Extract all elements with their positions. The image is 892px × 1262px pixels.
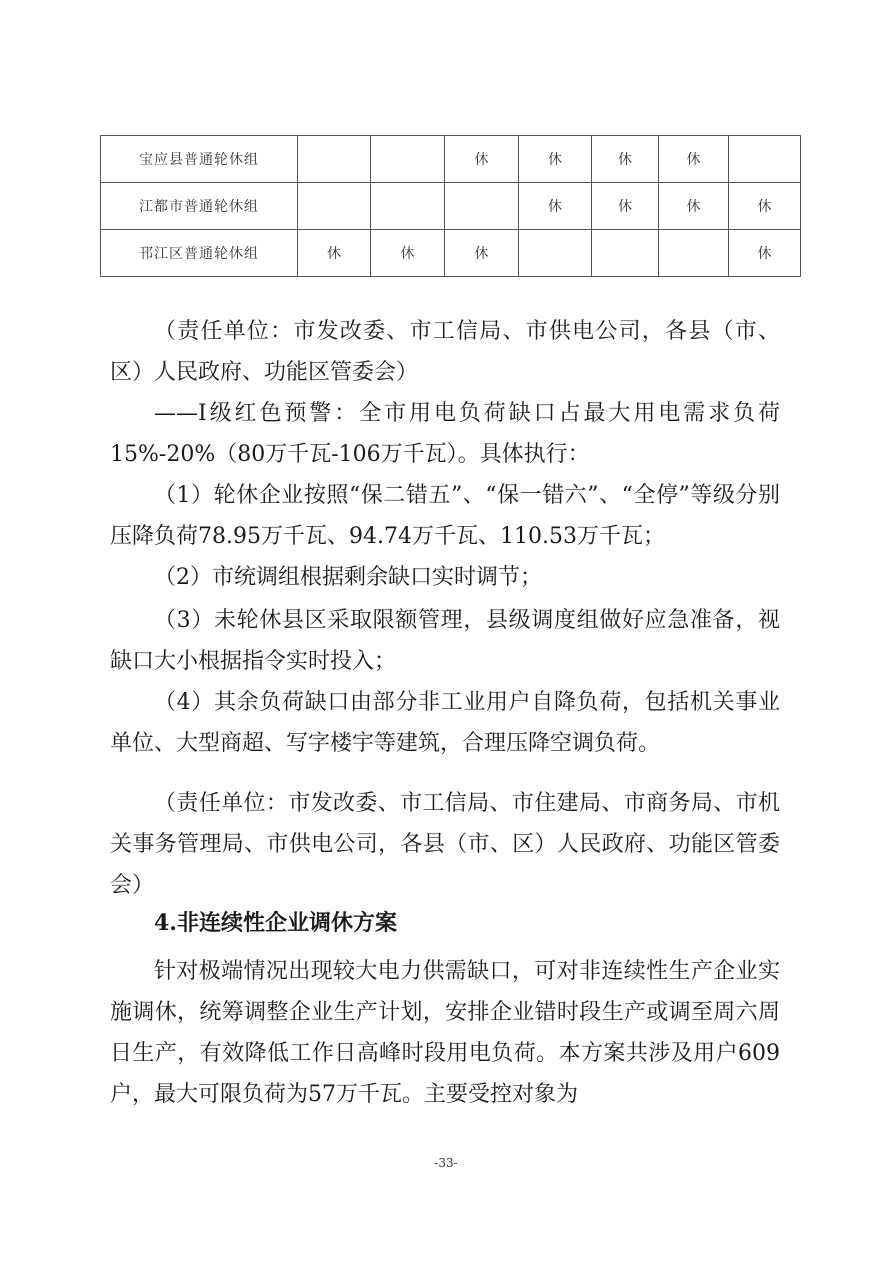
responsibility-paragraph-2: （责任单位：市发改委、市工信局、市住建局、市商务局、市机关事务管理局、市供电公司，各县（市、区）人民政府、功能区管委会） [110, 791, 780, 898]
table-cell: 休 [371, 230, 445, 277]
table-cell [729, 136, 801, 183]
table-cell: 休 [298, 230, 371, 277]
table-row [101, 136, 801, 183]
page-number: -33- [434, 1156, 458, 1170]
table-cell [298, 183, 371, 230]
rotation-schedule-table [100, 135, 801, 277]
table-row [101, 230, 801, 277]
body-paragraph: 针对极端情况出现较大电力供需缺口，可对非连续性生产企业实施调休，统筹调整企业生产计划，安排企业错时段生产或调至周六周日生产，有效降低工作日高峰时段用电负荷。本方案共涉及用户609户，最大可限负荷为57万千瓦。主要受控对象为 [110, 959, 780, 1107]
table-cell: 休 [729, 183, 801, 230]
group-name-cell: 宝应县普通轮休组 [101, 136, 298, 183]
table-cell: 休 [729, 230, 801, 277]
table-cell: 休 [445, 136, 519, 183]
table-cell [371, 136, 445, 183]
table-cell [592, 230, 659, 277]
table-cell: 休 [519, 183, 592, 230]
table-cell [659, 230, 729, 277]
table-cell: 休 [592, 183, 659, 230]
table-row [101, 183, 801, 230]
table-cell [519, 230, 592, 277]
table-cell: 休 [659, 183, 729, 230]
table-cell [445, 183, 519, 230]
red-warning-paragraph: ——I级红色预警：全市用电负荷缺口占最大用电需求负荷15%-20%（80万千瓦-106万千瓦）。具体执行： [110, 401, 780, 467]
measure-item-1: （1）轮休企业按照“保二错五”、“保一错六”、“全停”等级分别压降负荷78.95万千瓦、94.74万千瓦、110.53万千瓦； [110, 483, 780, 549]
measure-item-3: （3）未轮休县区采取限额管理，县级调度组做好应急准备，视缺口大小根据指令实时投入； [110, 608, 780, 674]
table-cell [298, 136, 371, 183]
measure-item-2: （2）市统调组根据剩余缺口实时调节； [154, 565, 542, 590]
table-cell: 休 [659, 136, 729, 183]
table-cell: 休 [592, 136, 659, 183]
table-cell: 休 [519, 136, 592, 183]
responsibility-paragraph-1: （责任单位：市发改委、市工信局、市供电公司，各县（市、区）人民政府、功能区管委会） [110, 319, 780, 385]
section-heading: 4.非连续性企业调休方案 [154, 910, 397, 936]
group-name-cell: 江都市普通轮休组 [101, 183, 298, 230]
measure-item-4: （4）其余负荷缺口由部分非工业用户自降负荷，包括机关事业单位、大型商超、写字楼宇等建筑，合理压降空调负荷。 [110, 690, 780, 756]
table-cell: 休 [445, 230, 519, 277]
table-cell [371, 183, 445, 230]
group-name-cell: 邗江区普通轮休组 [101, 230, 298, 277]
